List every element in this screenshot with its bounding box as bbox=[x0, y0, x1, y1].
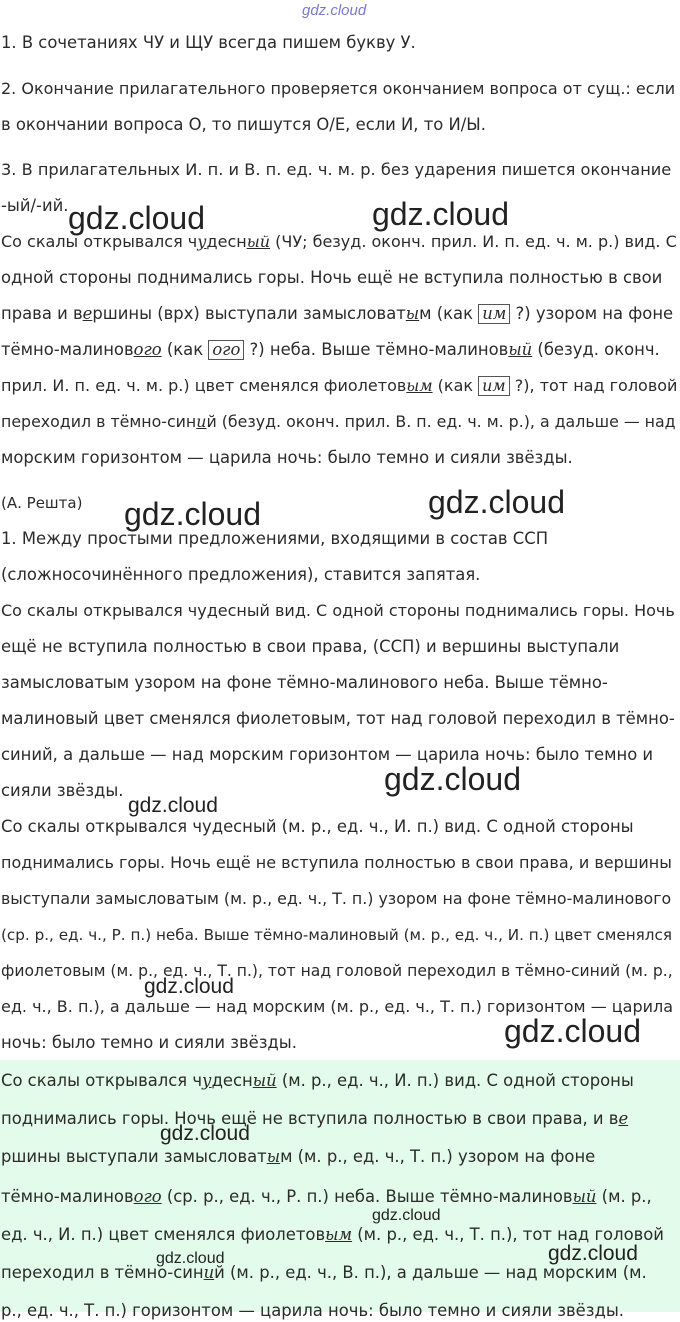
marked-ending: ы bbox=[405, 304, 420, 323]
watermark: gdz.cloud bbox=[160, 1122, 250, 1145]
text-line: Со скалы открывался чудесный (ЧУ; безуд. оконч. прил. И. п. ед. ч. м. р.) вид. С bbox=[1, 232, 677, 251]
text-line: Со скалы открывался чудесный (м. р., ед. ч., И. п.) вид. С одной стороны bbox=[1, 1071, 634, 1090]
watermark: gdz.cloud bbox=[128, 794, 218, 817]
text-line: морским горизонтом — царила ночь: было темно и сияли звёзды. bbox=[1, 448, 573, 467]
question-ending-box: ого bbox=[208, 340, 244, 360]
marked-letter: у bbox=[197, 232, 207, 251]
marked-ending: ого bbox=[133, 1187, 162, 1206]
text-line: ещё не вступила полностью в свои права, (ССП) и вершины выступали bbox=[1, 637, 620, 656]
rule-line: 1. В сочетаниях ЧУ и ЩУ всегда пишем букву У. bbox=[1, 33, 416, 52]
rule-line: 2. Окончание прилагательного проверяется окончанием вопроса от сущ.: если bbox=[1, 79, 676, 98]
marked-ending: ый bbox=[252, 1071, 277, 1090]
text-line: фиолетовым (м. р., ед. ч., Т. п.), тот над головой переходил в тёмно-синий (м. р., bbox=[1, 962, 673, 980]
watermark: gdz.cloud bbox=[156, 1250, 225, 1267]
marked-ending: ый bbox=[508, 340, 533, 359]
watermark: gdz.cloud bbox=[384, 761, 521, 797]
rule-line: (сложносочинённого предложения), ставится запятая. bbox=[1, 565, 481, 584]
text-line: тёмно-малинового (как ого ?) неба. Выше тёмно-малиновый (безуд. оконч. bbox=[1, 340, 660, 359]
author-credit: (А. Решта) bbox=[1, 494, 83, 512]
text-line: одной стороны поднимались горы. Ночь ещё не вступила полностью в свои bbox=[1, 268, 663, 287]
watermark: gdz.cloud bbox=[428, 484, 565, 520]
marked-letter: и bbox=[203, 1263, 215, 1282]
text-line: ночь: было темно и сияли звёзды. bbox=[1, 1033, 297, 1052]
text-line: переходил в тёмно-синий (м. р., ед. ч., В. п.), а дальше — над морским (м. bbox=[1, 1263, 647, 1282]
text-line: выступали замысловатым (м. р., ед. ч., Т. п.) узором на фоне тёмно-малинового bbox=[1, 889, 672, 908]
rule-line: -ый/-ий. bbox=[1, 196, 69, 215]
text-line: прил. И. п. ед. ч. м. р.) цвет сменялся фиолетовым (как им ?), тот над головой bbox=[1, 376, 678, 395]
marked-letter: у bbox=[202, 1071, 212, 1090]
text-line: (ср. р., ед. ч., Р. п.) неба. Выше тёмно-малиновый (м. р., ед. ч., И. п.) цвет сменялся bbox=[1, 926, 672, 944]
text-line: ед. ч., В. п.), а дальше — над морским (м. р., ед. ч., Т. п.) горизонтом — царила bbox=[1, 997, 674, 1016]
text-line: ршины выступали замысловатым (м. р., ед. ч., Т. п.) узором на фоне bbox=[1, 1147, 596, 1166]
site-logo: gdz.cloud bbox=[302, 2, 367, 19]
watermark: gdz.cloud bbox=[124, 496, 261, 532]
text-line: малиновый цвет сменялся фиолетовым, тот над головой переходил в тёмно- bbox=[1, 709, 675, 728]
rule-line: в окончании вопроса О, то пишутся О/Е, если И, то И/Ы. bbox=[1, 115, 486, 134]
watermark: gdz.cloud bbox=[504, 1013, 641, 1049]
text-line: переходил в тёмно-синий (безуд. оконч. прил. В. п. ед. ч. м. р.), а дальше — над bbox=[1, 412, 676, 431]
text-line: сияли звёзды. bbox=[1, 781, 124, 800]
rule-line: 3. В прилагательных И. п. и В. п. ед. ч. м. р. без ударения пишется окончание bbox=[1, 160, 672, 179]
watermark: gdz.cloud bbox=[144, 975, 234, 998]
marked-ending: ым bbox=[406, 376, 433, 395]
watermark: gdz.cloud bbox=[68, 200, 205, 236]
marked-ending: ого bbox=[133, 340, 162, 359]
question-ending-box: им bbox=[478, 304, 510, 324]
marked-ending: ый bbox=[246, 232, 271, 251]
watermark: gdz.cloud bbox=[372, 1207, 441, 1224]
marked-letter: е bbox=[618, 1109, 629, 1128]
text-line: поднимались горы. Ночь ещё не вступила полностью в свои права, и вершины bbox=[1, 853, 672, 872]
watermark: gdz.cloud bbox=[372, 196, 509, 232]
text-line: р., ед. ч., Т. п.) горизонтом — царила ночь: было темно и сияли звёзды. bbox=[1, 1301, 624, 1320]
marked-ending: ым bbox=[325, 1225, 353, 1244]
text-line: ед. ч., И. п.) цвет сменялся фиолетовым (м. р., ед. ч., Т. п.), тот над головой bbox=[1, 1225, 664, 1244]
text-line: права и вершины (врх) выступали замысловатым (как им ?) узором на фоне bbox=[1, 304, 674, 323]
text-line: замысловатым узором на фоне тёмно-малинового неба. Выше тёмно- bbox=[1, 673, 608, 692]
text-line: синий, а дальше — над морским горизонтом — царила ночь: было темно и bbox=[1, 745, 654, 764]
marked-letter: е bbox=[82, 304, 93, 323]
marked-letter: ы bbox=[266, 1147, 281, 1166]
watermark: gdz.cloud bbox=[548, 1242, 638, 1265]
text-line: Со скалы открывался чудесный вид. С одной стороны поднимались горы. Ночь bbox=[1, 601, 675, 620]
text-line: тёмно-малинового (ср. р., ед. ч., Р. п.) неба. Выше тёмно-малиновый (м. р., bbox=[1, 1187, 652, 1206]
text-line: поднимались горы. Ночь ещё не вступила полностью в свои права, и ве bbox=[1, 1109, 629, 1128]
marked-ending: ый bbox=[572, 1187, 597, 1206]
text-line: Со скалы открывался чудесный (м. р., ед. ч., И. п.) вид. С одной стороны bbox=[1, 817, 634, 836]
rule-line: 1. Между простыми предложениями, входящими в состав ССП bbox=[1, 529, 549, 548]
marked-letter: и bbox=[196, 412, 207, 431]
question-ending-box: им bbox=[478, 376, 510, 396]
